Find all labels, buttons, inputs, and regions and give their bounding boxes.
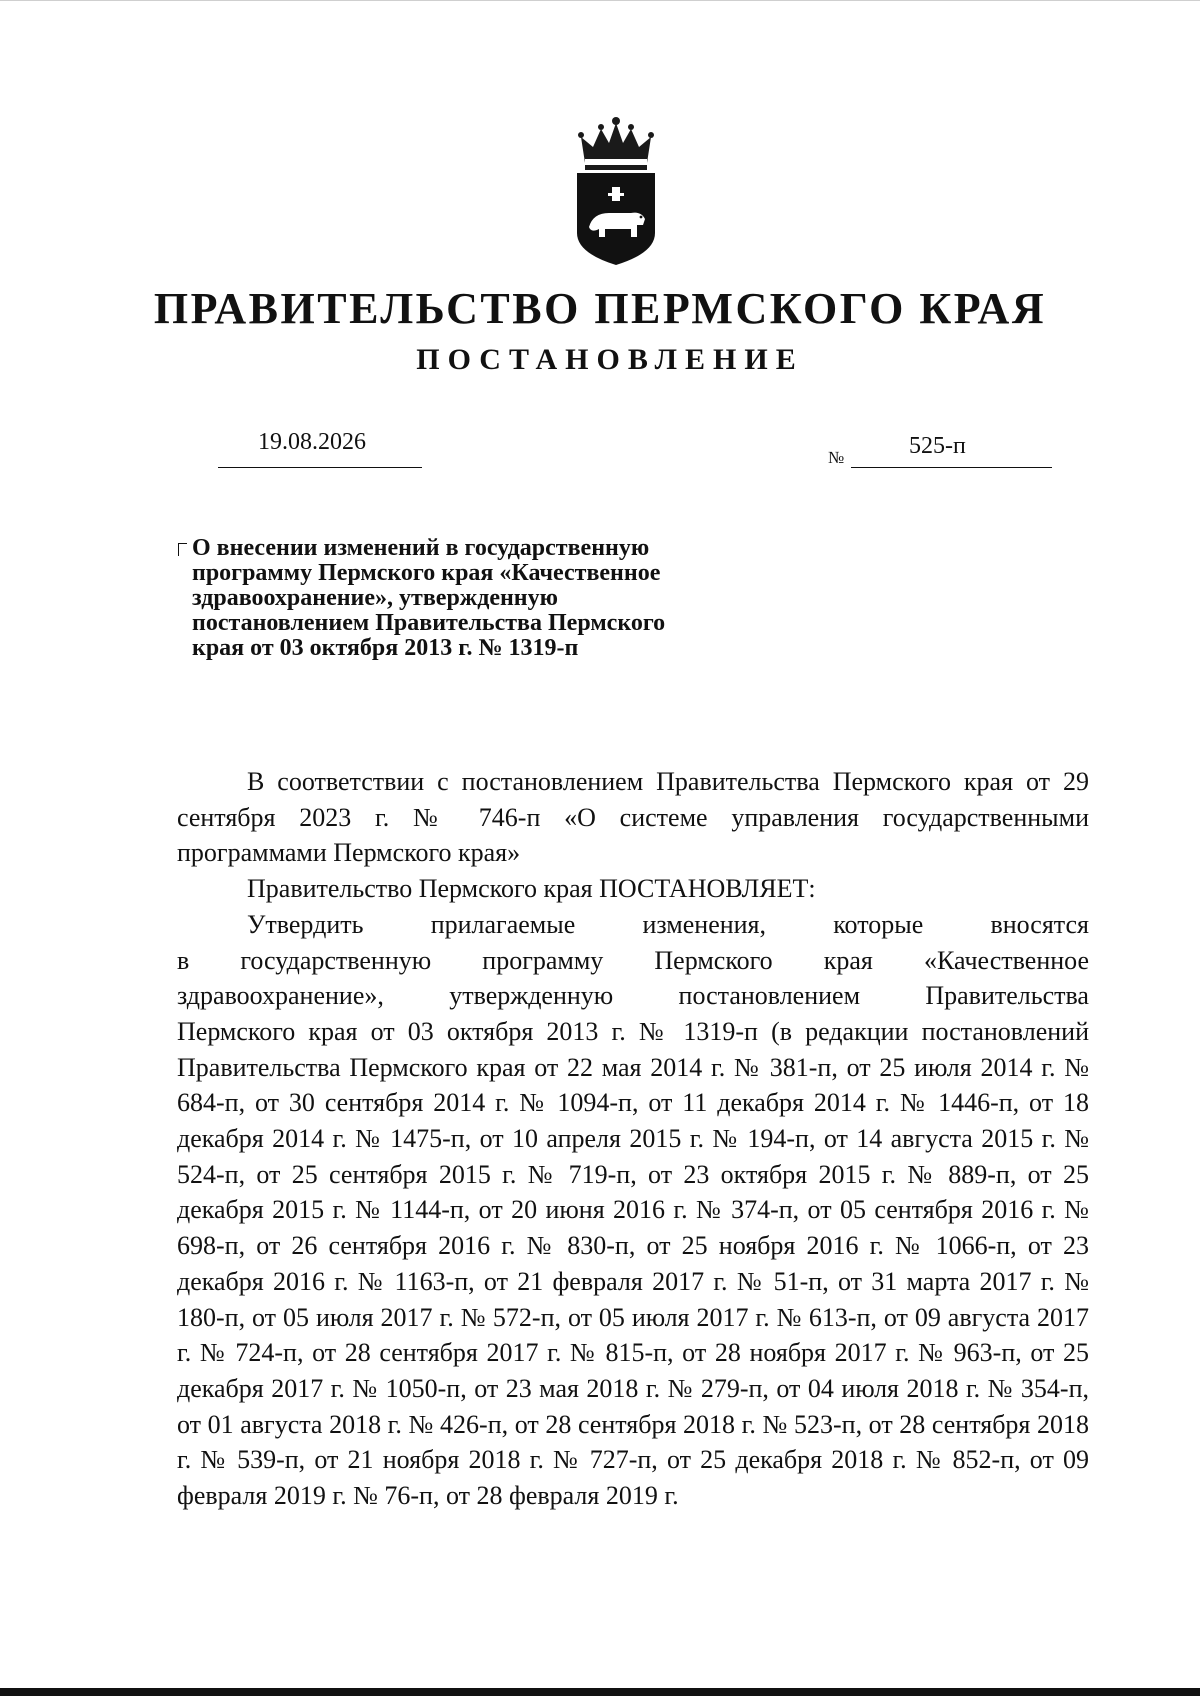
decree-paragraph: Пермского края от 03 октября 2013 г. № 1319-п (в редакции постановлений Правительства Пермского края от 22 мая 2014 г. № 381-п, от 25 июля 2014 г. № 684-п, от 30 сентября 2014 г. № 1094-п, от 11 декабря 2014 г. № 1446-п, от 18 декабря 2014 г. № 1475-п, от 10 апреля 2015 г. № 194-п, от 14 августа 2015 г. № 524-п, от 25 сентября 2015 г. № 719-п, от 23 октября 2015 г. № 889-п, от 25 декабря 2015 г. № 1144-п, от 20 июня 2016 г. № 374-п, от 05 сентября 2016 г. № 698-п, от 26 сентября 2016 г. № 830-п, от 25 ноября 2016 г. № 1066-п, от 23 декабря 2016 г. № 1163-п, от 21 февраля 2017 г. № 51-п, от 31 марта 2017 г. № 180-п, от 05 июля 2017 г. № 572-п, от 05 июля 2017 г. № 613-п, от 09 августа 2017 г. № 724-п, от 28 сентября 2017 г. № 815-п, от 28 ноября 2017 г. № 963-п, от 25 декабря 2017 г. № 1050-п, от 23 мая 2018 г. № 279-п, от 04 июля 2018 г. № 354-п, от 01 августа 2018 г. № 426-п, от 28 сентября 2018 г. № 523-п, от 28 сентября 2018 г. № 539-п, от 21 ноября 2018 г. № 727-п, от 25 декабря 2018 г. № 852-п, от 09 февраля 2019 г. № 76-п, от 28 февраля 2019 г.: [177, 1016, 1089, 1511]
subject-line: О внесении изменений в государственную: [192, 535, 650, 561]
word: вносятся: [990, 909, 1089, 939]
decree-line: [177, 978, 1089, 1014]
word: здравоохранение»,: [177, 981, 384, 1011]
decree-line: [177, 907, 1089, 943]
page-top-edge: [0, 0, 1200, 1]
word: Утвердить: [247, 909, 364, 939]
document-date-field: [218, 425, 422, 468]
word: края: [823, 945, 873, 975]
subject-line: здравоохранение», утвержденную: [192, 585, 558, 611]
basis-paragraph: В соответствии с постановлением Правительства Пермского края от 29 сентября 2023 г. № 746-п «О системе управления государственными программами Пермского края»: [177, 767, 1089, 868]
word: «Качественное: [923, 945, 1089, 975]
document-type-heading: ПОСТАНОВЛЕНИЕ: [416, 343, 804, 376]
word: программу: [482, 945, 604, 975]
resolves-paragraph: Правительство Пермского края ПОСТАНОВЛЯЕТ:: [247, 874, 816, 904]
word: в: [177, 945, 190, 975]
word: государственную: [240, 945, 432, 975]
page-bottom-edge: [0, 1688, 1200, 1696]
document-date: 19.08.2026: [258, 429, 366, 455]
word: постановлением: [678, 981, 861, 1011]
word: Пермского: [654, 945, 773, 975]
number-sign: №: [828, 448, 845, 467]
organization-title: ПРАВИТЕЛЬСТВО ПЕРМСКОГО КРАЯ: [153, 284, 1047, 333]
perm-krai-coat-of-arms-icon: [571, 115, 661, 267]
word: Правительства: [925, 981, 1089, 1011]
document-body: [177, 764, 1089, 1514]
document-number-field: [851, 425, 1052, 468]
subject-line: постановлением Правительства Пермского: [192, 610, 666, 636]
word: изменения,: [642, 909, 767, 939]
subject-line: программу Пермского края «Качественное: [192, 560, 661, 586]
document-number: 525-п: [909, 433, 966, 459]
word: утвержденную: [449, 981, 614, 1011]
subject-corner-mark: [178, 543, 187, 556]
subject-line: края от 03 октября 2013 г. № 1319-п: [192, 635, 579, 661]
subject-block: [192, 536, 752, 661]
decree-line: [177, 943, 1089, 979]
word: прилагаемые: [430, 909, 576, 939]
word: которые: [833, 909, 924, 939]
